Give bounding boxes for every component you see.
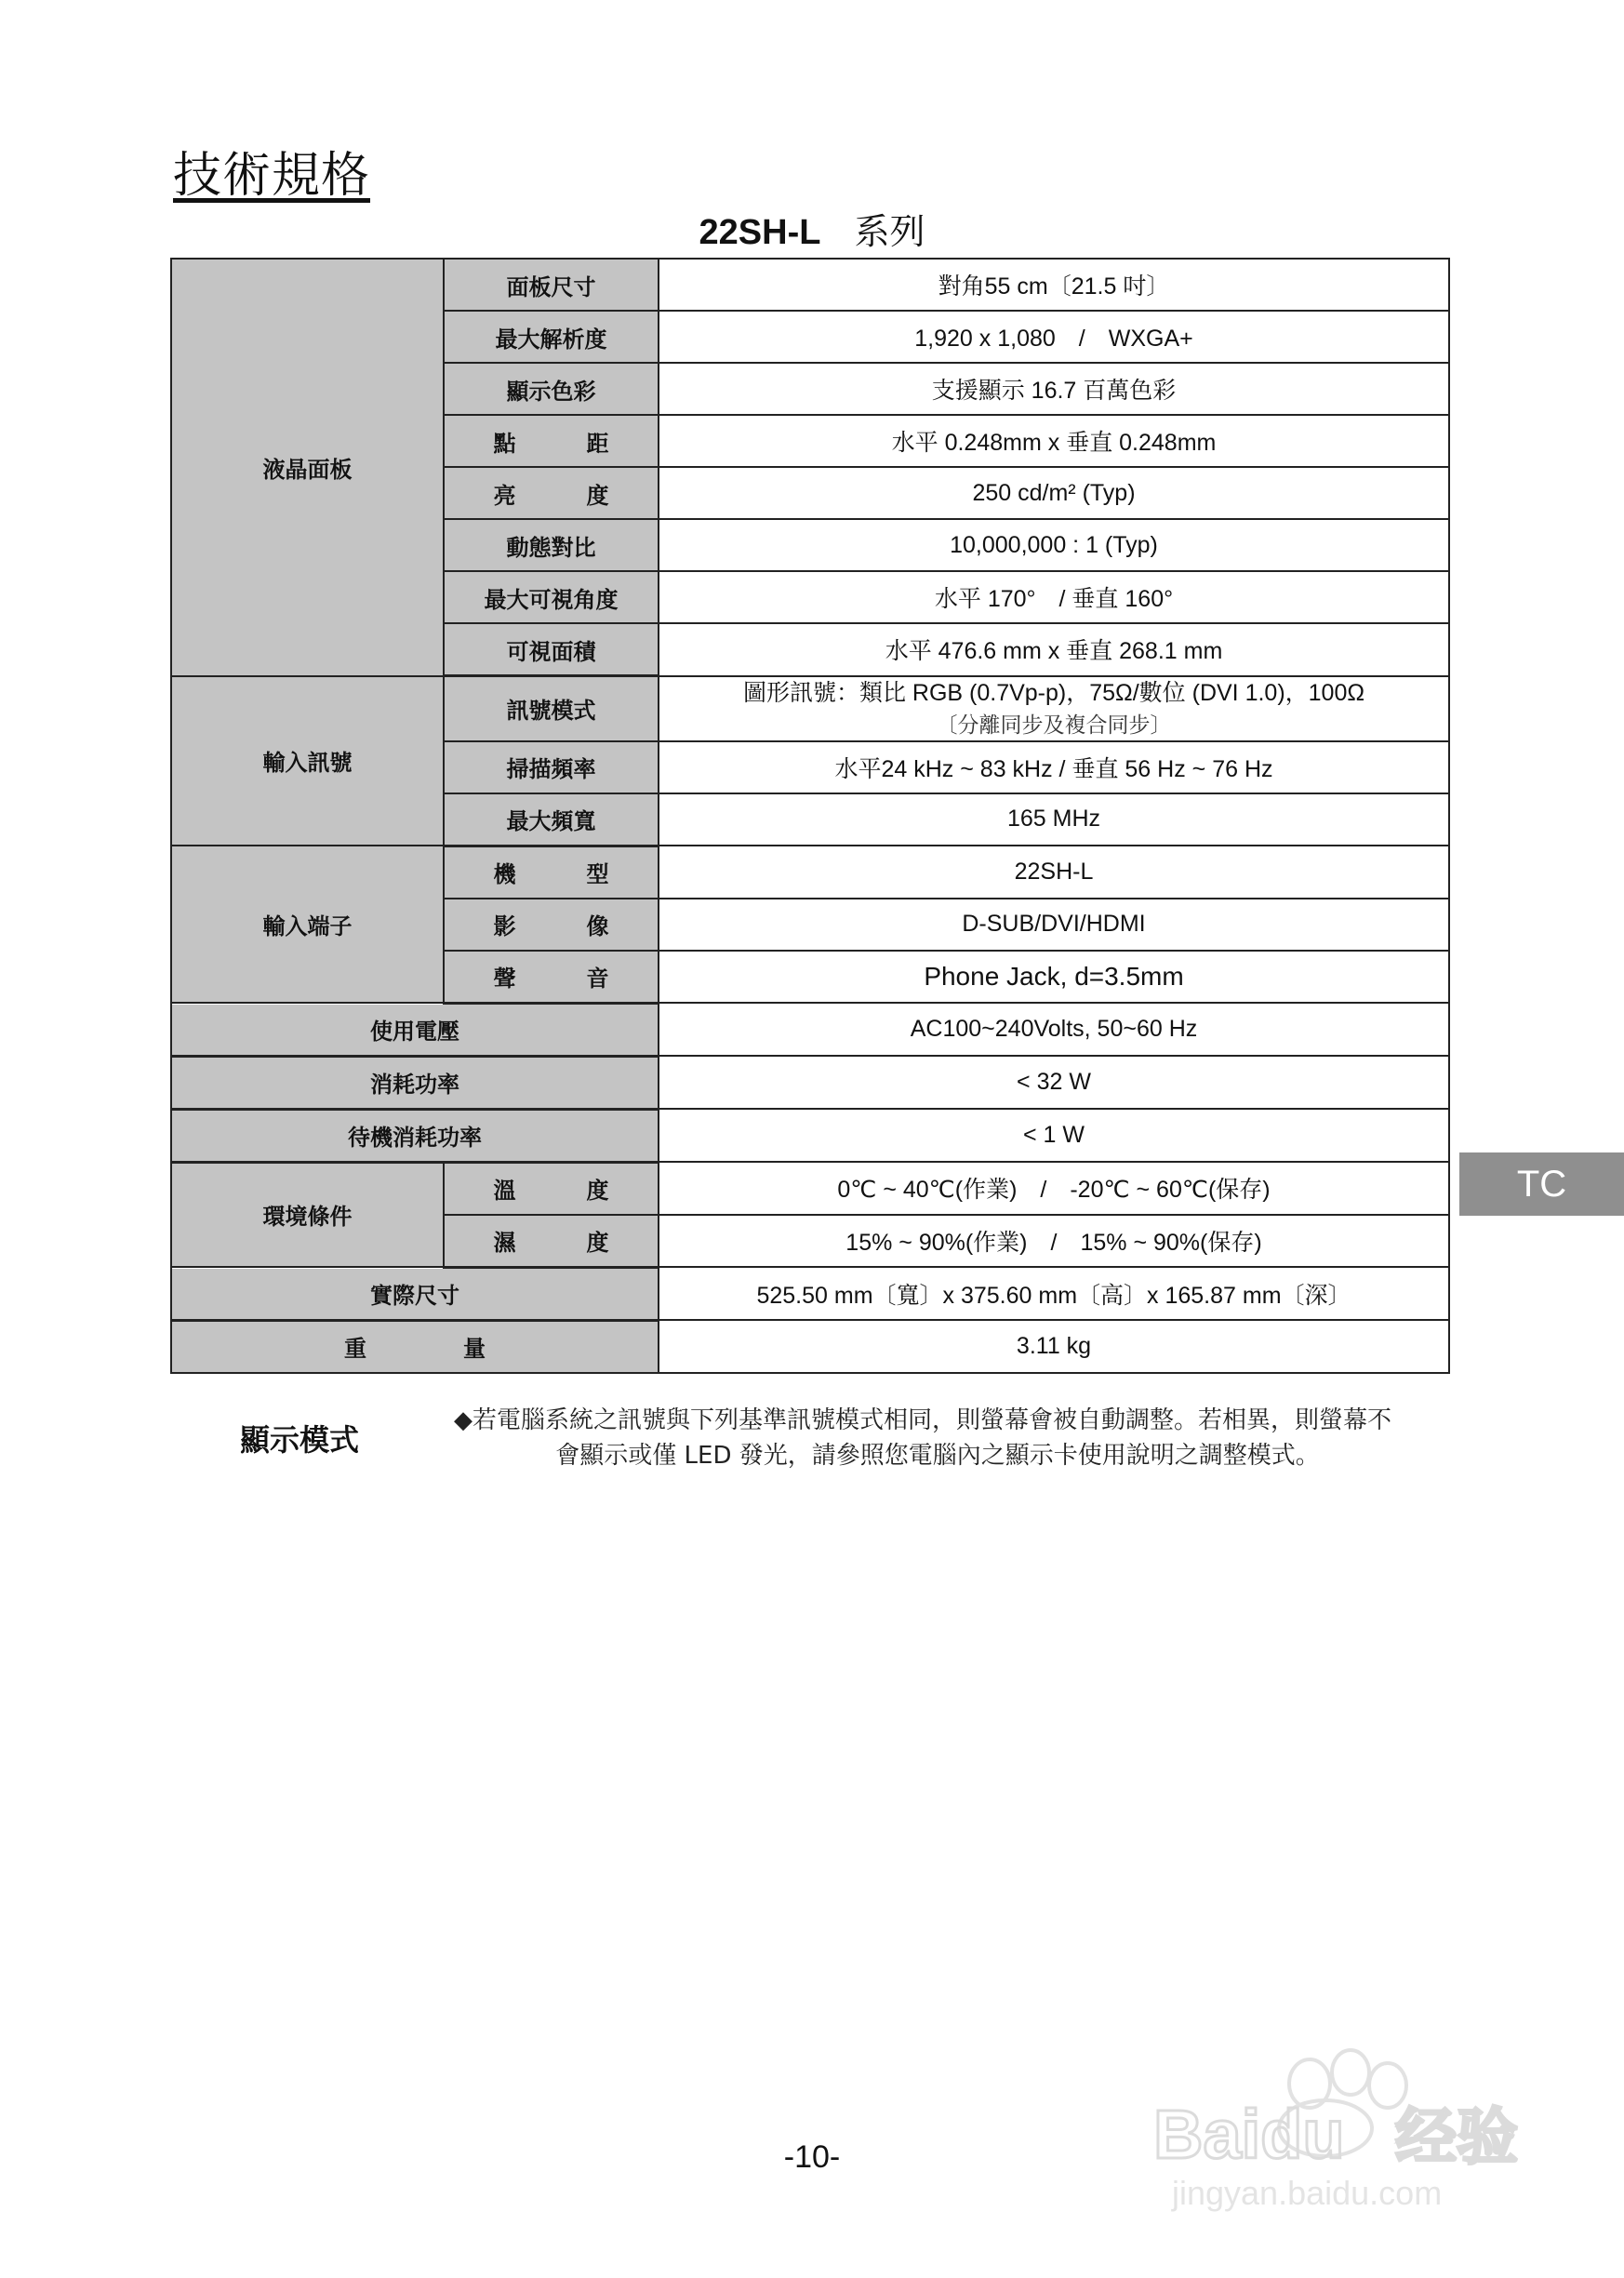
- table-row: [171, 1162, 1449, 1215]
- spec-label: 最大解析度: [444, 311, 659, 363]
- spec-label: 亮 度: [444, 467, 659, 519]
- watermark-cn: 经验: [1395, 2101, 1518, 2173]
- series-suffix: 系列: [854, 211, 925, 252]
- note-line: 會顯示或僅 LED 發光，請參照您電腦內之顯示卡使用說明之調整模式。: [555, 1442, 1320, 1470]
- category-cell: 環境條件: [171, 1162, 444, 1267]
- series-title: [0, 203, 1624, 254]
- note-line: ◆若電腦系統之訊號與下列基準訊號模式相同，則螢幕會被自動調整。若相異，則螢幕不: [454, 1406, 1391, 1434]
- spec-value: 水平24 kHz ~ 83 kHz / 垂直 56 Hz ~ 76 Hz: [659, 741, 1449, 793]
- spec-label: 可視面積: [444, 623, 659, 676]
- spec-value: 165 MHz: [659, 793, 1449, 846]
- page-number: -10-: [783, 2139, 841, 2175]
- table-row: [171, 676, 1449, 741]
- spec-value: 0℃ ~ 40℃(作業) / -20℃ ~ 60℃(保存): [659, 1162, 1449, 1215]
- table-row: [171, 1003, 1449, 1056]
- table-row: [171, 1109, 1449, 1162]
- display-mode-label: 顯示模式: [240, 1422, 360, 1458]
- spec-label: 影 像: [444, 899, 659, 951]
- category-cell: 輸入端子: [171, 846, 444, 1003]
- spec-label: 顯示色彩: [444, 363, 659, 415]
- spec-label: 動態對比: [444, 519, 659, 571]
- category-cell: 實際尺寸: [171, 1267, 659, 1320]
- spec-table: [170, 258, 1450, 1374]
- spec-value-line: 〔分離同步及複合同步〕: [936, 712, 1172, 737]
- table-row: [171, 1056, 1449, 1109]
- page-title: 技術規格: [173, 148, 371, 204]
- watermark-brand: Baidu: [1153, 2096, 1345, 2173]
- spec-label: 溫 度: [444, 1162, 659, 1215]
- spec-label: 訊號模式: [444, 676, 659, 741]
- spec-label: 濕 度: [444, 1215, 659, 1268]
- category-cell: 液晶面板: [171, 259, 444, 676]
- spec-value: Phone Jack, d=3.5mm: [659, 951, 1449, 1004]
- spec-value: 250 cd/m² (Typ): [659, 467, 1449, 519]
- category-cell: 使用電壓: [171, 1003, 659, 1056]
- display-mode-note: [454, 1403, 1440, 1473]
- spec-label: 點 距: [444, 415, 659, 467]
- table-row: [171, 846, 1449, 899]
- spec-value: 水平 0.248mm x 垂直 0.248mm: [659, 415, 1449, 467]
- spec-label: 面板尺寸: [444, 259, 659, 311]
- spec-label: 機 型: [444, 846, 659, 899]
- spec-value: 3.11 kg: [659, 1320, 1449, 1373]
- spec-value: 支援顯示 16.7 百萬色彩: [659, 363, 1449, 415]
- table-row: [171, 259, 1449, 311]
- spec-value: 22SH-L: [659, 846, 1449, 899]
- spec-value: D-SUB/DVI/HDMI: [659, 899, 1449, 951]
- spec-label: 最大頻寬: [444, 793, 659, 846]
- spec-value: 525.50 mm〔寬〕x 375.60 mm〔高〕x 165.87 mm〔深〕: [659, 1267, 1449, 1320]
- spec-value: < 1 W: [659, 1109, 1449, 1162]
- spec-value: 1,920 x 1,080 / WXGA+: [659, 311, 1449, 363]
- spec-value: 對角55 cm〔21.5 吋〕: [659, 259, 1449, 311]
- spec-value: 水平 170° / 垂直 160°: [659, 571, 1449, 623]
- table-row: [171, 1320, 1449, 1373]
- category-cell: 待機消耗功率: [171, 1109, 659, 1162]
- spec-value: < 32 W: [659, 1056, 1449, 1109]
- spec-label: 聲 音: [444, 951, 659, 1004]
- spec-value: 15% ~ 90%(作業) / 15% ~ 90%(保存): [659, 1215, 1449, 1268]
- spec-value: AC100~240Volts, 50~60 Hz: [659, 1003, 1449, 1056]
- baidu-watermark: [1144, 2018, 1535, 2214]
- category-cell: 消耗功率: [171, 1056, 659, 1109]
- spec-value: [659, 676, 1449, 741]
- series-model: 22SH-L: [699, 213, 821, 252]
- watermark-url: jingyan.baidu.com: [1172, 2174, 1443, 2212]
- spec-value: 10,000,000 : 1 (Typ): [659, 519, 1449, 571]
- spec-label: 最大可視角度: [444, 571, 659, 623]
- language-tab: TC: [1459, 1152, 1624, 1216]
- category-cell: 重 量: [171, 1320, 659, 1373]
- category-cell: 輸入訊號: [171, 676, 444, 846]
- table-row: [171, 1267, 1449, 1320]
- spec-label: 掃描頻率: [444, 741, 659, 793]
- spec-value: 水平 476.6 mm x 垂直 268.1 mm: [659, 623, 1449, 676]
- spec-value-line: 圖形訊號：類比 RGB (0.7Vp-p)，75Ω/數位 (DVI 1.0)，100Ω: [742, 679, 1365, 706]
